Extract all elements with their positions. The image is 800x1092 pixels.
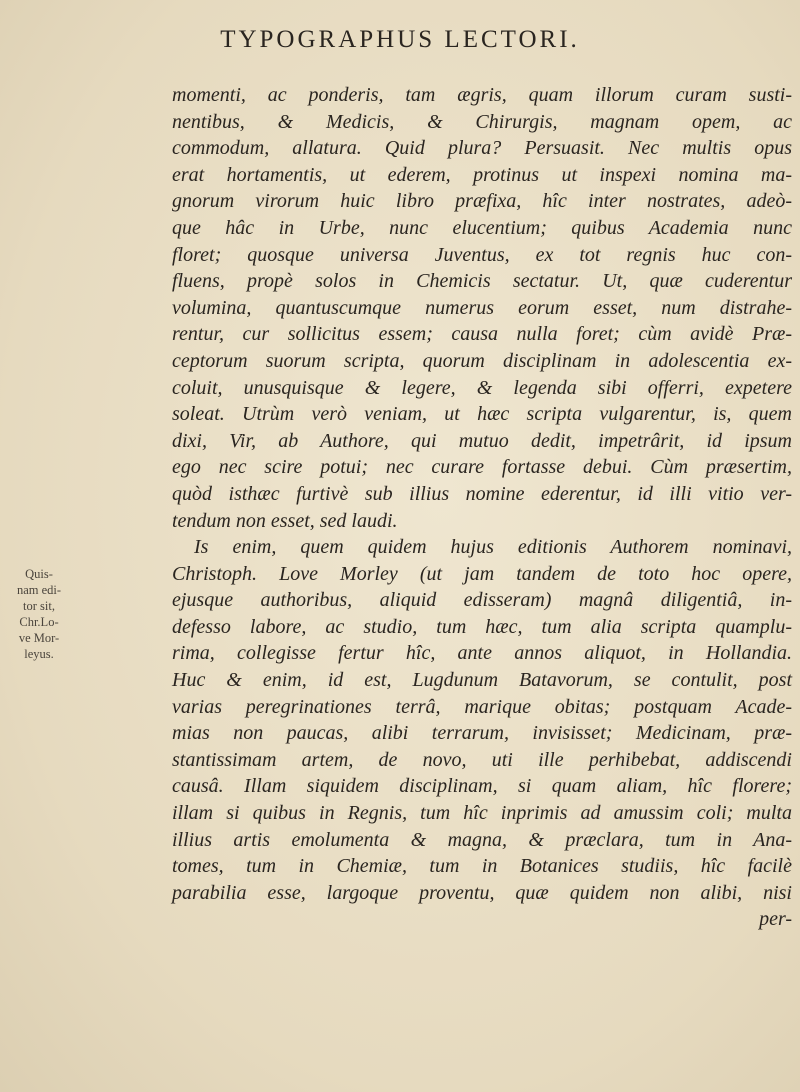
text-line: quòd isthæc furtivè sub illius nomine ederentur, id illi vitio ver- xyxy=(172,482,792,505)
text-line: parabilia esse, largoque proventu, quæ quidem non alibi, nisi xyxy=(172,881,792,904)
paragraph-start-line: Is enim, quem quidem hujus editionis Authorem nominavi, xyxy=(194,536,792,559)
text-line: varias peregrinationes terrâ, marique obitas; postquam Acade- xyxy=(172,695,792,718)
running-header: TYPOGRAPHUS LECTORI. xyxy=(220,26,580,53)
text-line: erat hortamentis, ut ederem, protinus ut inspexi nomina ma- xyxy=(172,163,792,186)
margin-note-line: Quis- xyxy=(25,567,53,581)
text-line: tendum non esset, sed laudi. xyxy=(172,509,398,532)
text-line: que hâc in Urbe, nunc elucentium; quibus Academia nunc xyxy=(172,216,792,239)
text-line: soleat. Utrùm verò veniam, ut hæc scripta vulgarentur, is, quem xyxy=(172,403,792,426)
text-line: ejusque authoribus, aliquid edisseram) magnâ diligentiâ, in- xyxy=(172,589,792,612)
margin-note-line: Chr.Lo- xyxy=(19,615,59,629)
text-line: nentibus, & Medicis, & Chirurgis, magnam opem, ac xyxy=(172,110,792,133)
text-line: rentur, cur sollicitus essem; causa nulla foret; cùm avidè Præ- xyxy=(172,323,792,346)
catchword: per- xyxy=(759,908,792,931)
text-line: Huc & enim, id est, Lugdunum Batavorum, se contulit, post xyxy=(172,669,792,692)
text-line: momenti, ac ponderis, tam ægris, quam illorum curam susti- xyxy=(172,84,792,106)
margin-note-line: nam edi- xyxy=(16,583,62,597)
text-line: rima, collegisse fertur hîc, ante annos aliquot, in Hollandia. xyxy=(172,642,792,665)
text-line: defesso labore, ac studio, tum hæc, tum alia scripta quamplu- xyxy=(172,615,792,638)
text-line: volumina, quantuscumque numerus eorum esset, num distrahe- xyxy=(172,296,792,319)
text-line: commodum, allatura. Quid plura? Persuasit. Nec multis opus xyxy=(172,137,792,160)
text-line: illam si quibus in Regnis, tum hîc inprimis ad amussim coli; multa xyxy=(172,802,792,825)
text-line: fluens, propè solos in Chemicis sectatur. Ut, quæ cuderentur xyxy=(172,270,792,293)
text-line: ego nec scire potui; nec curare fortasse debui. Cùm præsertim, xyxy=(172,456,792,479)
text-line: mias non paucas, alibi terrarum, invisisset; Medicinam, præ- xyxy=(172,722,792,745)
text-line: dixi, Vir, ab Authore, qui mutuo dedit, impetrârit, id ipsum xyxy=(172,429,792,452)
text-line: coluit, unusquisque & legere, & legenda sibi offerri, expetere xyxy=(172,376,792,399)
text-line: illius artis emolumenta & magna, & præclara, tum in Ana- xyxy=(172,828,792,851)
body-text xyxy=(172,82,792,933)
margin-note-line: ve Mor- xyxy=(18,631,60,645)
margin-note xyxy=(8,566,70,662)
margin-note-line: leyus. xyxy=(24,647,54,661)
margin-note-line: tor sit, xyxy=(23,599,55,613)
text-line: gnorum virorum huic libro præfixa, hîc inter nostrates, adeò- xyxy=(172,190,792,213)
text-line: floret; quosque universa Juventus, ex tot regnis huc con- xyxy=(172,243,792,266)
text-line: ceptorum suorum scripta, quorum disciplinam in adolescentia ex- xyxy=(172,349,792,372)
text-line: stantissimam artem, de novo, uti ille perhibebat, addiscendi xyxy=(172,748,792,771)
text-line: causâ. Illam siquidem disciplinam, si quam aliam, hîc florere; xyxy=(172,775,792,798)
text-line: Christoph. Love Morley (ut jam tandem de toto hoc opere, xyxy=(172,562,792,585)
text-line: tomes, tum in Chemiæ, tum in Botanices studiis, hîc facilè xyxy=(172,855,792,878)
